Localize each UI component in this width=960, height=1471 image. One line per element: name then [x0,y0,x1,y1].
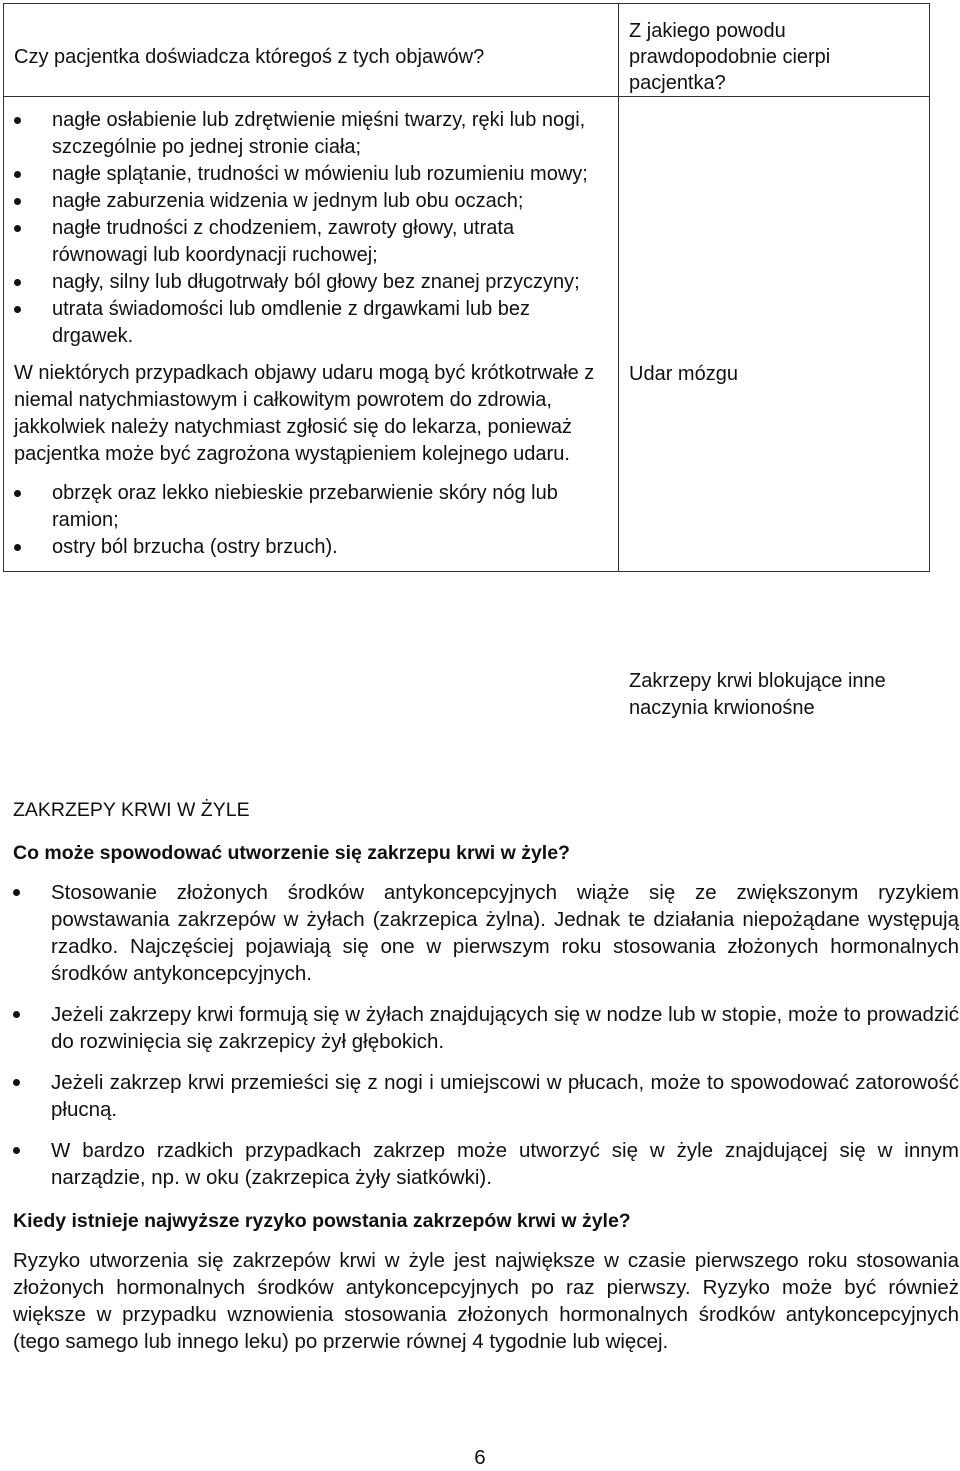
question-heading-1: Co może spowodować utworzenie się zakrzepu krwi w żyle? [13,842,570,864]
list-item: ostry ból brzucha (ostry brzuch). [14,534,602,561]
list-item: nagłe zaburzenia widzenia w jednym lub obu oczach; [14,188,602,215]
diagnosis-stroke: Udar mózgu [629,363,738,385]
list-item: Jeżeli zakrzepy krwi formują się w żyłach znajdujących się w nodze lub w stopie, może to prowadzić do rozwinięcia się zakrzepicy żył głębokich. [13,1001,959,1055]
diagnosis-clots: Zakrzepy krwi blokujące inne naczynia krwionośne [629,670,886,719]
vein-clot-info [13,879,959,1205]
table-header-diagnosis: Z jakiego powodu prawdopodobnie cierpi pacjentka? [619,4,930,97]
list-item: utrata świadomości lub omdlenie z drgawkami lub bez drgawek. [14,296,602,350]
diagnosis-cell [619,97,930,719]
list-item: obrzęk oraz lekko niebieskie przebarwienie skóry nóg lub ramion; [14,480,602,534]
clot-symptom-list [14,480,602,561]
section-title: ZAKRZEPY KRWI W ŻYLE [13,799,250,821]
page-number: 6 [474,1446,486,1469]
list-item: nagłe splątanie, trudności w mówieniu lub rozumieniu mowy; [14,161,602,188]
list-item: nagły, silny lub długotrwały ból głowy bez znanej przyczyny; [14,269,602,296]
symptoms-cell [4,97,619,572]
symptoms-table [3,3,930,719]
list-item: W bardzo rzadkich przypadkach zakrzep może utworzyć się w żyle znajdującej się w innym narządzie, np. w oku (zakrzepica żyły siatkówki). [13,1137,959,1191]
list-item: Stosowanie złożonych środków antykoncepcyjnych wiąże się ze zwiększonym ryzykiem powstawania zakrzepów w żyłach (zakrzepica żylna). Jednak te działania niepożądane występują rzadko. Najczęściej pojawiają się one w pierwszym roku stosowania złożonych hormonalnych środków antykoncepcyjnych. [13,879,959,987]
stroke-note: W niektórych przypadkach objawy udaru mogą być krótkotrwałe z niemal natychmiastowym i całkowitym powrotem do zdrowia, jakkolwiek należy natychmiast zgłosić się do lekarza, ponieważ pacjentka może być zagrożona wystąpieniem kolejnego udaru. [14,362,595,465]
table-header-symptoms: Czy pacjentka doświadcza któregoś z tych objawów? [4,4,619,97]
list-item: nagłe osłabienie lub zdrętwienie mięśni twarzy, ręki lub nogi, szczególnie po jednej stronie ciała; [14,107,602,161]
risk-paragraph: Ryzyko utworzenia się zakrzepów krwi w żyle jest największe w czasie pierwszego roku stosowania złożonych hormonalnych środków antykoncepcyjnych po raz pierwszy. Ryzyko może być również większe w przypadku wznowienia stosowania złożonych hormonalnych środków antykoncepcyjnych (tego samego lub innego leku) po przerwie równej 4 tygodnie lub więcej. [13,1249,959,1353]
vein-clot-bullets [13,879,959,1191]
stroke-symptom-list [14,107,602,350]
list-item: Jeżeli zakrzep krwi przemieści się z nogi i umiejscowi w płucach, może to spowodować zatorowość płucną. [13,1069,959,1123]
list-item: nagłe trudności z chodzeniem, zawroty głowy, utrata równowagi lub koordynacji ruchowej; [14,215,602,269]
question-heading-2: Kiedy istnieje najwyższe ryzyko powstania zakrzepów krwi w żyle? [13,1210,631,1232]
